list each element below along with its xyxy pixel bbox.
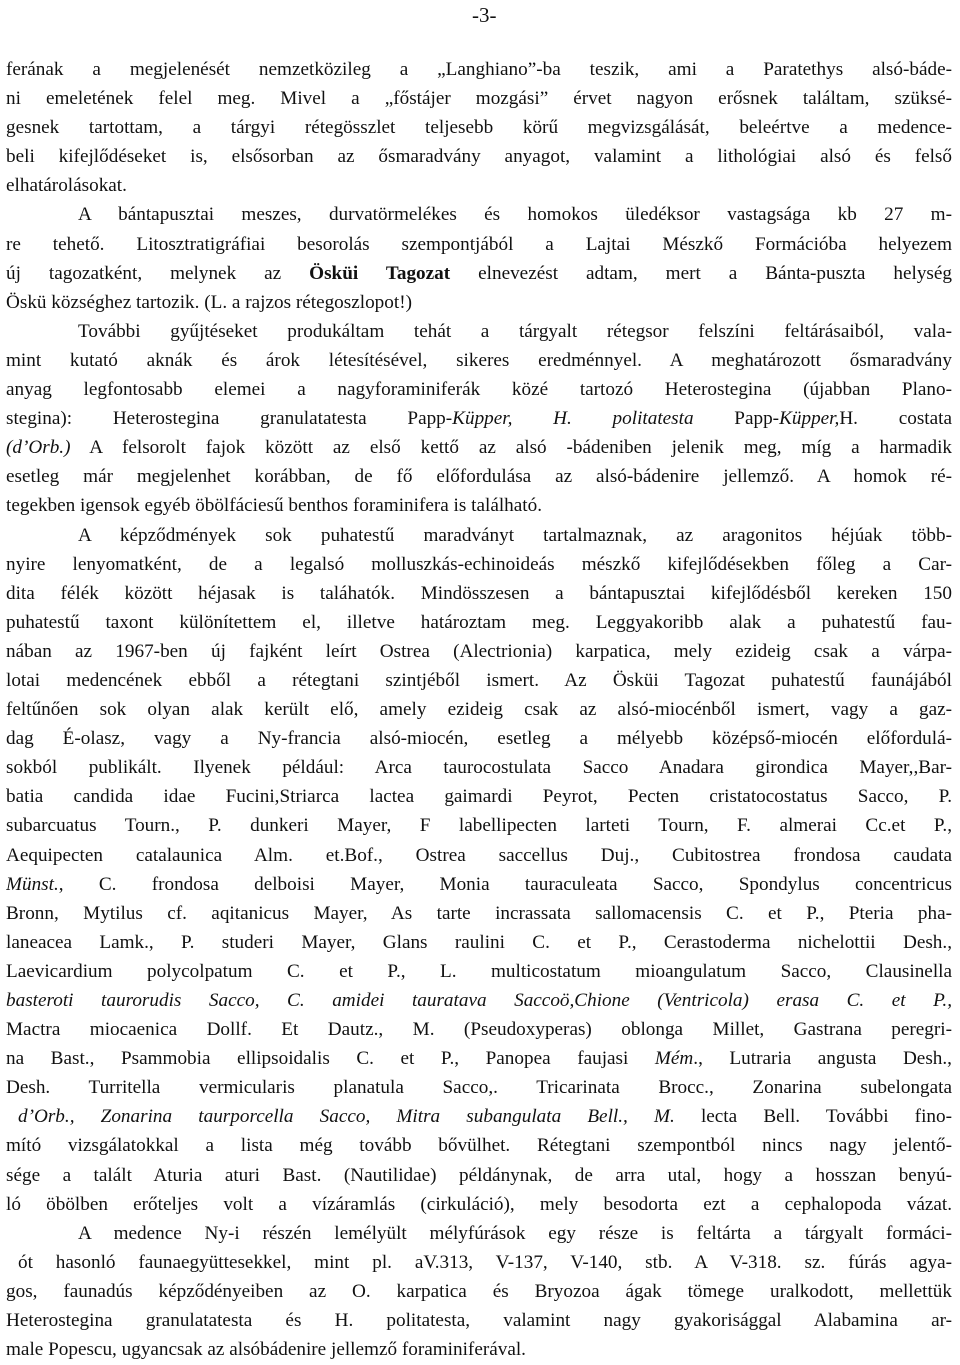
text-line: ferának a megjelenését nemzetközileg a „Langhiano”-ba teszik, ami a Paratethys alsó-báde-	[6, 59, 952, 80]
text-line	[6, 986, 952, 1015]
text-line: puhatestű taxont különítettem el, illetve határoztam meg. Leggyakoribb alak a puhatestű fau-	[6, 611, 952, 633]
text-line: (d’Orb.) A felsorolt fajok között az első kettő az alsó -bádeniben jelenik meg, míg a harmadik	[6, 437, 952, 459]
text-line: A képződmények sok puhatestű maradványt tartalmaznak, az aragonitos héjúak több-	[78, 524, 952, 546]
text-line: anyag legfontosabb elemei a nagyforaminiferák közé tartozó Heterostegina (újabban Plano-	[6, 379, 952, 401]
text-line: gesnek tartottam, a tárgyi rétegösszlet teljesebb körű megvizsgálását, beleértve a medence-	[6, 117, 952, 139]
italic-term: Mém	[654, 1048, 694, 1070]
italic-term: d’Orb., Zonarina taurporcella Sacco, Mitra subangulata Bell., M.	[18, 1106, 675, 1128]
text-line: tegekben igensok egyéb öbölfáciesű benthos foraminifera is található.	[6, 495, 543, 517]
text-line: Münst., C. frondosa delboisi Mayer, Monia tauraculeata Sacco, Spondylus concentricus	[6, 873, 952, 895]
text-line: Desh. Turritella vermicularis planatula Sacco,. Tricarinata Brocc., Zonarina subelongata	[6, 1077, 952, 1099]
text-line: mint kutató aknák és árok létesítésével, sikeres eredménnyel. A meghatározott ősmaradvány	[6, 349, 952, 371]
text-line: laneacea Lamk., P. studeri Mayer, Glans raulini C. et P., Cerastoderma nichelottii Desh.,	[6, 931, 952, 953]
text-line: male Popescu, ugyancsak az alsóbádenire jellemző foraminiferával.	[6, 1339, 526, 1361]
text-line: Bronn, Mytilus cf. aqitanicus Mayer, As tarte incrassata sallomacensis C. et P., Pteria pha-	[6, 902, 952, 924]
italic-term: Münst.	[6, 873, 59, 895]
text-line: ló öbölben erőteljes volt a vízáramlás (cirkuláció), mely besodorta ezt a cephalopoda vázat.	[6, 1193, 952, 1215]
text-line: nában az 1967-ben új fajként leírt Ostrea (Alectrionia) karpatica, mely ezideig csak a várpa-	[6, 640, 952, 662]
text-line: subarcuatus Tourn., P. dunkeri Mayer, F labellipecten larteti Tourn, F. almerai Cc.et P.,	[6, 815, 952, 837]
text-line: ót hasonló faunaegyüttesekkel, mint pl. aV.313, V-137, V-140, stb. A V-318. sz. fúrás agya-	[18, 1251, 952, 1273]
text-line: Heterostegina granulatatesta és H. politatesta, valamint nagy gyakorisággal Alabamina ar-	[6, 1310, 952, 1332]
body-text	[6, 55, 952, 1364]
text-line: d’Orb., Zonarina taurporcella Sacco, Mitra subangulata Bell., M. lecta Bell. További fino-	[18, 1106, 952, 1128]
text-line: Mactra miocaenica Dollf. Et Dautz., M. (Pseudoxyperas) oblonga Millet, Gastrana peregri-	[6, 1019, 952, 1041]
italic-term: (d’Orb.)	[6, 437, 71, 459]
text-line: stegina): Heterostegina granulatatesta Papp-Küpper, H. politatesta Papp-Küpper,H. costata	[6, 408, 952, 430]
text-line: A bántapusztai meszes, durvatörmelékes és homokos üledéksor vastagsága kb 27 m-	[78, 204, 952, 226]
text-line: Öskü községhez tartozik. (L. a rajzos rétegoszlopot!)	[6, 291, 412, 313]
text-line: Laevicardium polycolpatum C. et P., L. multicostatum mioangulatum Sacco, Clausinella	[6, 960, 952, 982]
text-line: mító vizsgálatokkal a lista még tovább bővülhet. Rétegtani szempontból nincs nagy jelentő-	[6, 1135, 952, 1157]
text-line: beli kifejlődéseket is, elsősorban az ősmaradvány anyagot, valamint a lithológiai alsó és felső	[6, 146, 952, 168]
text-line: További gyűjtéseket produkáltam tehát a tárgyalt rétegsor felszíni feltárásaiból, vala-	[78, 320, 952, 342]
text-line: feltűnően sok olyan alak került elő, amely ezideig csak az alsó-miocénből ismert, vagy a gaz-	[6, 699, 952, 721]
text-line: sége a talált Aturia aturi Bast. (Nautilidae) példánynak, de arra utal, hogy a hosszan benyú-	[6, 1164, 952, 1186]
text-line: Aequipecten catalaunica Alm. et.Bof., Ostrea saccellus Duj., Cubitostrea frondosa caudata	[6, 844, 952, 866]
italic-term: Küpper,	[779, 408, 840, 430]
text-line: gos, faunadús képződényeiben az O. karpatica és Bryozoa ágak tömege uralkodott, mellettük	[6, 1280, 952, 1302]
text-line: na Bast., Psammobia ellipsoidalis C. et P., Panopea faujasi Mém., Lutraria angusta Desh.,	[6, 1048, 952, 1070]
text-line: ni emeletének felel meg. Mivel a „főstájer mozgási” érvet nagyon erősnek találtam, szüksé-	[6, 88, 952, 110]
text-line: nyire lenyomatként, de a legalsó molluszkás-echinoideás mészkő kifejlődésekben főleg a Car-	[6, 553, 952, 575]
text-line: elhatárolásokat.	[6, 175, 127, 197]
page-number: -3-	[472, 3, 497, 27]
italic-term: Küpper, H. politatesta	[452, 408, 694, 430]
text-line: A medence Ny-i részén lemélyült mélyfúrások egy része is feltárta a tárgyalt formáci-	[78, 1222, 952, 1244]
text-line: batia candida idae Fucini,Striarca lactea gaimardi Peyrot, Pecten cristatocostatus Sacco, P.	[6, 786, 952, 808]
text-line: sokból publikált. Ilyenek például: Arca taurocostulata Sacco Anadara girondica Mayer,,Bar-	[6, 757, 952, 779]
text-line: dag É-olasz, vagy a Ny-francia alsó-miocén, esetleg a mélyebb középső-miocén előfordulá-	[6, 728, 952, 750]
text-line: lotai medencének ebből a rétegtani szintjéből ismert. Az Ösküi Tagozat puhatestű faunájából	[6, 669, 952, 691]
italic-term: basteroti taurorudis Sacco, C. amidei tauratava Saccoö,Chione (Ventricola) erasa C. et P.,	[6, 990, 952, 1011]
text-line: esetleg már megjelenhet korábban, de fő előfordulása az alsó-bádenire jellemző. A homok ré-	[6, 466, 952, 488]
bold-term: Ösküi Tagozat	[309, 262, 451, 284]
text-line: dita félék között héjasak is taláhatók. Mindösszesen a bántapusztai kifejlődésből kereken 150	[6, 582, 952, 604]
text-line: új tagozatként, melynek az Ösküi Tagozat elnevezést adtam, mert a Bánta-puszta helység	[6, 262, 952, 284]
text-line: re tehető. Litosztratigráfiai besorolás szempontjából a Lajtai Mészkő Formációba helyezem	[6, 233, 952, 255]
